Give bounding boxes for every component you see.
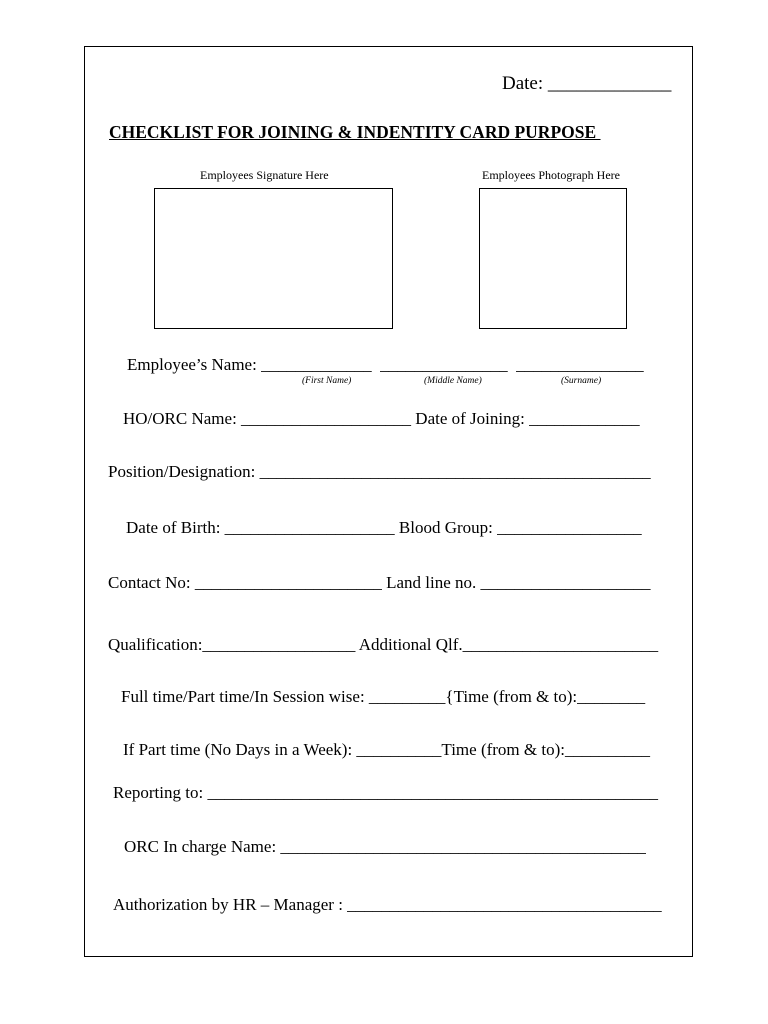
first-name-hint: (First Name) <box>302 376 352 386</box>
orc-incharge-field[interactable]: ORC In charge Name: ___________________________________________ <box>124 837 646 856</box>
signature-box[interactable] <box>154 188 393 329</box>
reporting-to-field[interactable]: Reporting to: _____________________________________________________ <box>113 783 658 802</box>
form-title: CHECKLIST FOR JOINING & INDENTITY CARD PURPOSE <box>109 122 601 142</box>
dob-blood-group-field[interactable]: Date of Birth: ____________________ Blood Group: _________________ <box>126 518 642 537</box>
position-designation-field[interactable]: Position/Designation: ______________________________________________ <box>108 462 651 481</box>
middle-name-hint: (Middle Name) <box>424 376 482 386</box>
photograph-box[interactable] <box>479 188 627 329</box>
hr-authorization-field[interactable]: Authorization by HR – Manager : _____________________________________ <box>113 895 662 914</box>
fulltime-parttime-field[interactable]: Full time/Part time/In Session wise: _________{Time (from & to):________ <box>121 687 646 706</box>
form-page-border <box>84 46 693 957</box>
signature-caption: Employees Signature Here <box>200 168 329 182</box>
surname-hint: (Surname) <box>561 376 602 386</box>
parttime-days-field[interactable]: If Part time (No Days in a Week): __________Time (from & to):__________ <box>123 740 650 759</box>
employee-name-field[interactable]: Employee’s Name: _____________ _______________ _______________ <box>127 355 644 374</box>
contact-landline-field[interactable]: Contact No: ______________________ Land line no. ____________________ <box>108 573 651 592</box>
ho-orc-date-of-joining-field[interactable]: HO/ORC Name: ____________________ Date of Joining: _____________ <box>123 409 640 428</box>
qualification-field[interactable]: Qualification:__________________ Additional Qlf._______________________ <box>108 635 659 654</box>
photograph-caption: Employees Photograph Here <box>482 168 620 182</box>
date-field[interactable]: Date: _____________ <box>502 73 672 94</box>
